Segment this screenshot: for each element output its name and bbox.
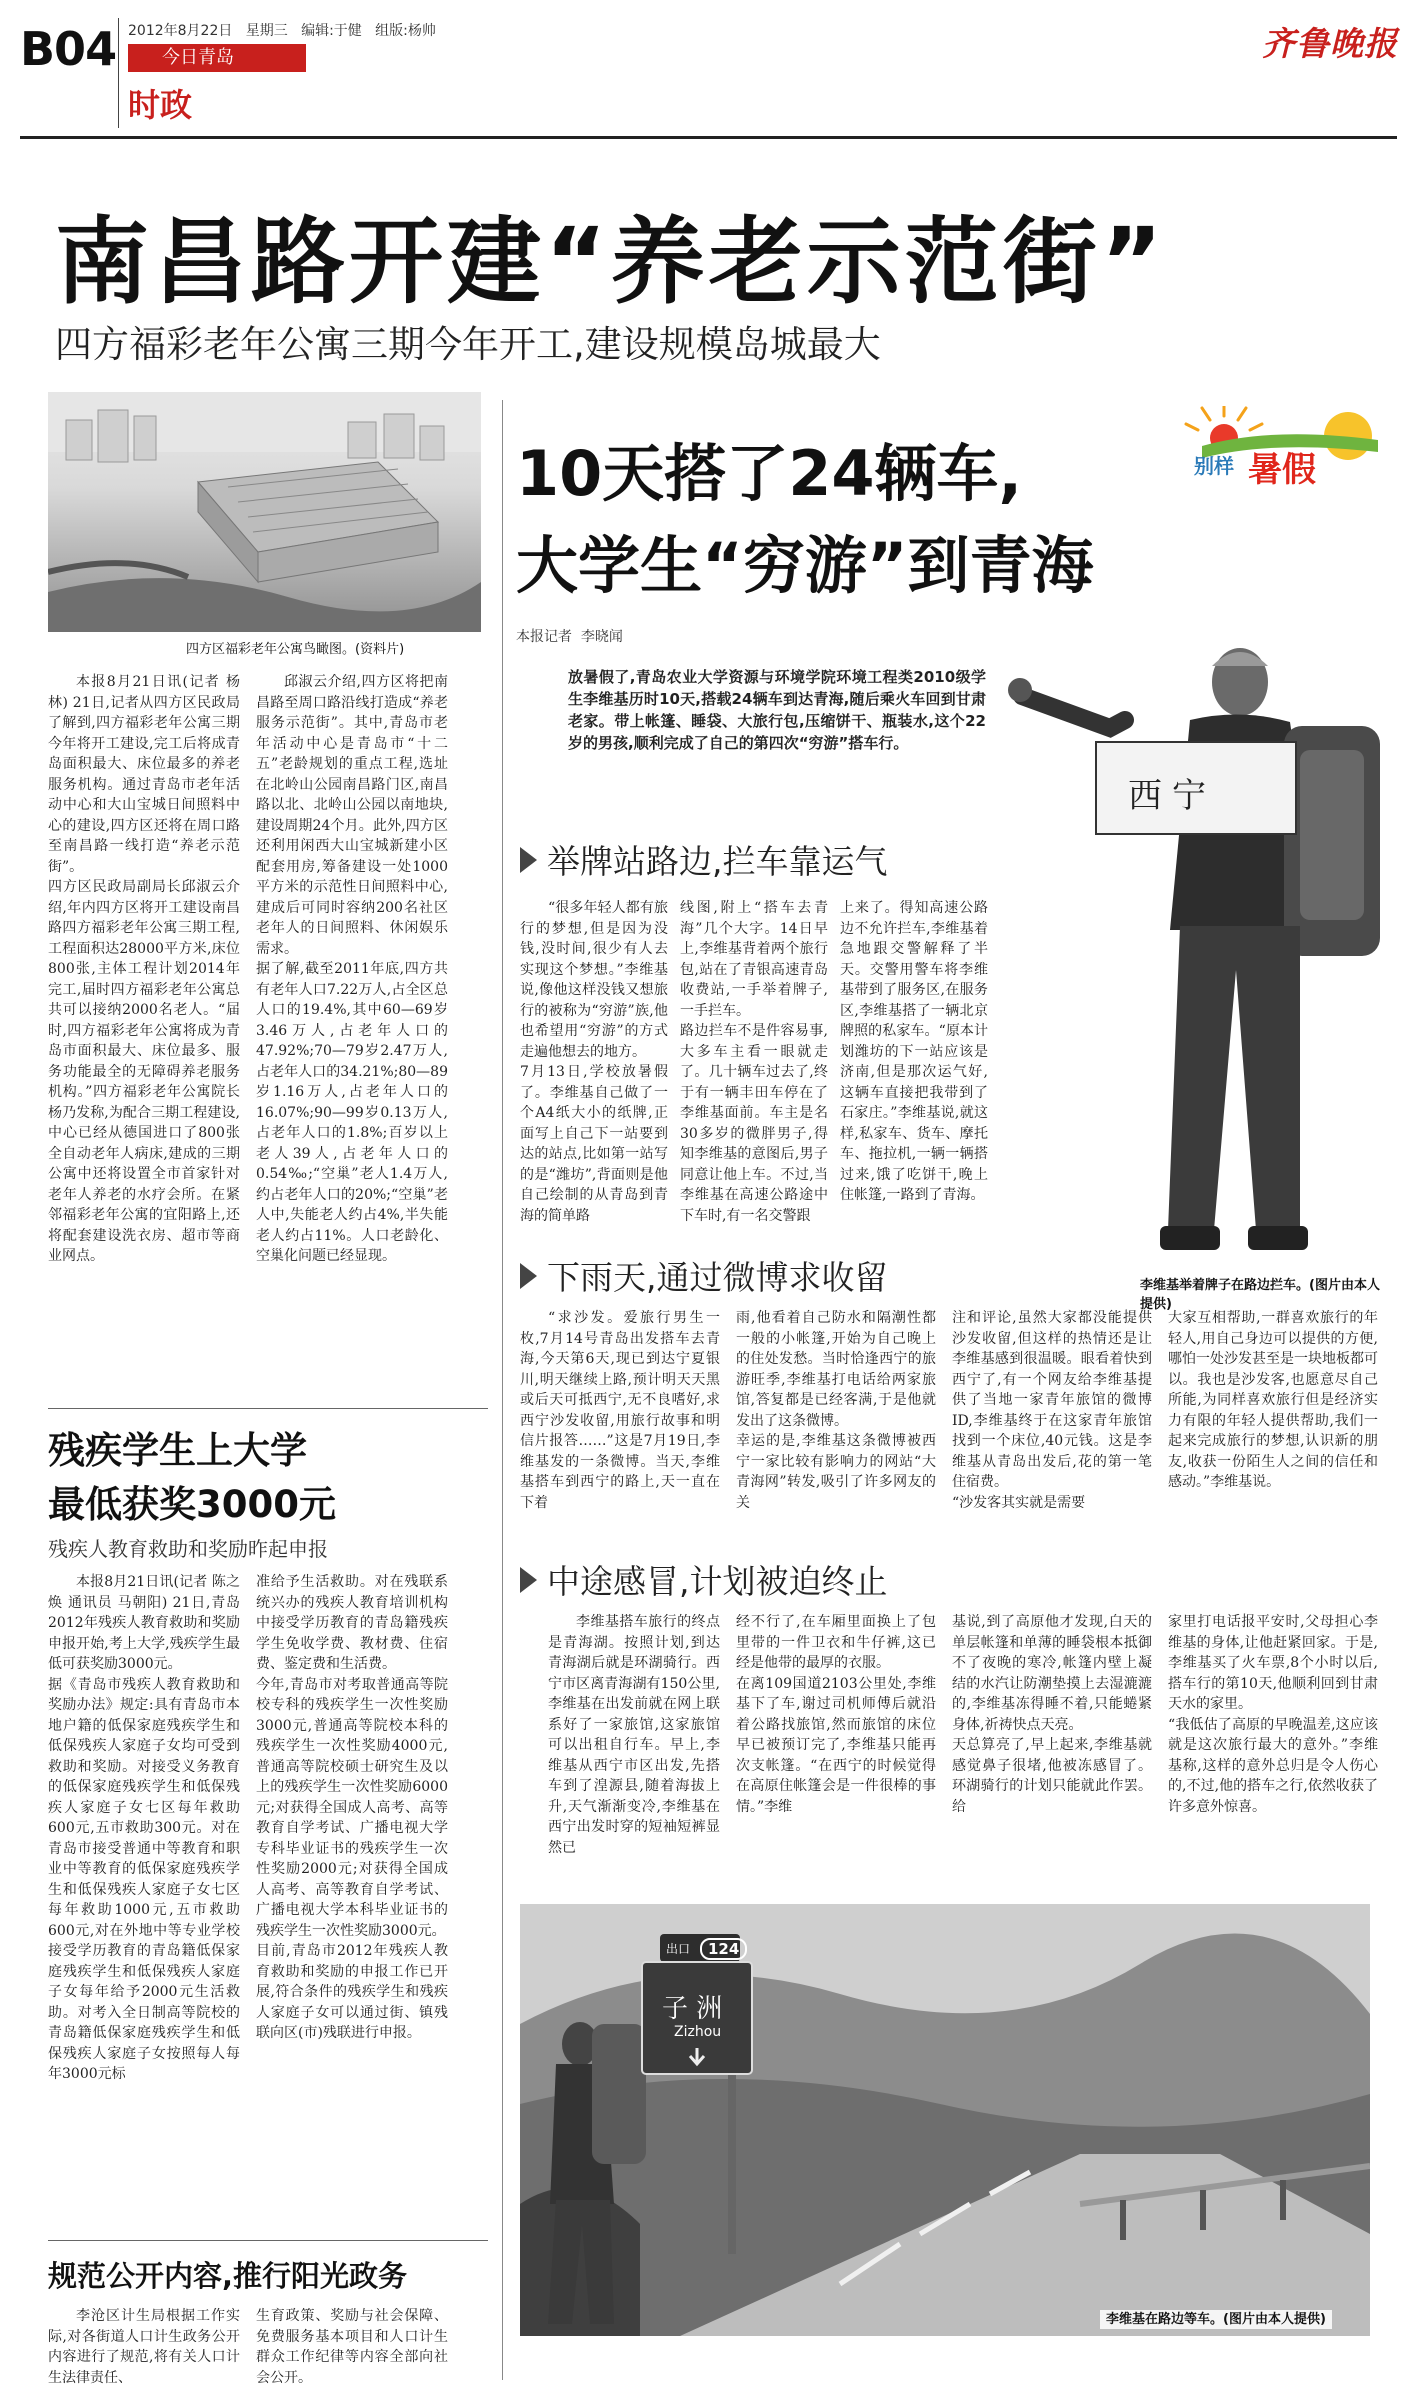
highway-photo-caption: 李维基在路边等车。(图片由本人提供) bbox=[1100, 2310, 1332, 2329]
masthead-divider bbox=[118, 18, 119, 128]
lead-col-2 bbox=[256, 672, 448, 1392]
paper-logo: 齐鲁晚报 bbox=[1262, 24, 1398, 63]
sign-city: 子 洲 bbox=[662, 1994, 723, 2024]
badge-main-text: 暑假 bbox=[1248, 450, 1316, 490]
lead-headline: 南昌路开建“养老示范街” bbox=[55, 208, 1167, 317]
triangle-icon bbox=[520, 847, 537, 873]
lead-subhead: 四方福彩老年公寓三期今年开工,建设规模岛城最大 bbox=[55, 323, 881, 366]
triangle-icon bbox=[520, 1263, 537, 1289]
travel-intro-text: 放暑假了,青岛农业大学资源与环境学院环境工程类2010级学生李维基历时10天,搭载24辆车到达青海,随后乘火车回到甘肃老家。带上帐篷、睡袋、大旅行包,压缩饼干、瓶装水,这个22岁的男孩,顺利完成了自己的第四次“穷游”搭车行。 bbox=[568, 668, 986, 752]
aerial-photo-caption: 四方区福彩老年公寓鸟瞰图。(资料片) bbox=[186, 642, 405, 657]
hitchhiker-photo-caption: 李维基举着牌子在路边拦车。(图片由本人提供) bbox=[1140, 1278, 1380, 1312]
travel-byline: 本报记者 李晓闻 bbox=[516, 629, 623, 645]
s2-col-2 bbox=[736, 1308, 936, 1540]
lead-col-2-text: 邱淑云介绍,四方区将把南昌路至周口路沿线打造成“养老服务示范街”。其中,青岛市老年活动中心是青岛市“十二五”老龄规划的重点工程,选址在北岭山公园南昌路门区,南昌路以北、北岭山公园以南地块,建设周期24个月。此外,四方区还利用闲西大山宝城新建小区配套用房,筹备建设一处1000平方米的示范性日间照料中心,建成后可同时容纳200名社区老年人的日间照料、休闲娱乐需求。 据了解,截至2011年底,四方共有老年人口7.22万人,占全区总人口的19.4%,其中60—69岁3.46万人,占老年人口的47.92%;70—79岁2.47万人,占老年人口的34.21%;80—89岁1.16万人,占老年人口的16.07%;90—99岁0.13万人,占老年人口的1.8%;百岁以上老人39人,占老年人口的0.54‰;“空巢”老人1.4万人,约占老年人口的20%;“空巢”老人中,失能老人约占4%,半失能老人约占11%。人口老龄化、空巢化问题已经显现。 bbox=[256, 674, 448, 1264]
highway-photo bbox=[520, 1904, 1370, 2336]
layout-editor: 组版:杨帅 bbox=[375, 23, 436, 39]
masthead-rule bbox=[20, 136, 1397, 139]
section-tag: 今日青岛 bbox=[128, 44, 306, 72]
s1-col-1-text: “很多年轻人都有旅行的梦想,但是因为没钱,没时间,很少有人去实现这个梦想。”李维基说,像他这样没钱又想旅行的被称为“穷游”族,他也希望用“穷游”的方式走遍他想去的地方。 7月13日,学校放暑假了。李维基自己做了一个A4纸大小的纸牌,正面写上自己下一站要到达的站点,比如第一站写的是“潍坊”,背面则是他自己绘制的从青岛到青海的简单路 bbox=[520, 900, 668, 1224]
gov-headline: 规范公开内容,推行阳光政务 bbox=[48, 2259, 408, 2293]
section-name: 时政 bbox=[128, 86, 193, 124]
lead-col-1 bbox=[48, 672, 240, 1392]
section-heading-2-text: 下雨天,通过微博求收留 bbox=[547, 1258, 888, 1297]
travel-headline-2: 大学生“穷游”到青海 bbox=[516, 529, 1094, 602]
s1-col-3-text: 上来了。得知高速公路边不允许拦车,李维基着急地跟交警解释了半天。交警用警车将李维基带到了服务区,在服务区,李维基搭了一辆北京牌照的私家车。“原本计划潍坊的下一站应该是济南,但是那次运气好,这辆车直接把我带到了石家庄。”李维基说,就这样,私家车、货车、摩托车、拖拉机,一辆一辆搭过来,饿了吃饼干,晚上住帐篷,一路到了青海。 bbox=[840, 900, 988, 1203]
section-heading-1 bbox=[520, 836, 888, 883]
travel-intro bbox=[568, 666, 986, 754]
gov-col-1-text: 李沧区计生局根据工作实际,对各街道人口计生政务公开内容进行了规范,将有关人口计生法律责任、 bbox=[48, 2308, 240, 2386]
disabled-subhead: 残疾人教育救助和奖励昨起申报 bbox=[48, 1537, 328, 1561]
disabled-headline-2: 最低获奖3000元 bbox=[48, 1483, 336, 1526]
s2-col-1-text: “求沙发。爱旅行男生一枚,7月14号青岛出发搭车去青海,今天第6天,现已到达宁夏银川,明天继续上路,预计明天天黑或后天可抵西宁,无不良嗜好,求西宁沙发收留,用旅行故事和明信片报答……”这是7月19日,李维基发的一条微博。当天,李维基搭车到西宁的路上,天一直在下着 bbox=[520, 1310, 720, 1511]
issue-date: 2012年8月22日 bbox=[128, 23, 233, 39]
s2-col-3-text: 注和评论,虽然大家都没能提供沙发收留,但这样的热情还是让李维基感到很温暖。眼看着快到西宁了,有一个网友给李维基提供了当地一家青年旅馆的微博ID,李维基终于在这家青年旅馆找到一个床位,40元钱。这是李维基从青岛出发后,花的第一笔住宿费。 “沙发客其实就是需要 bbox=[952, 1310, 1152, 1511]
editor: 编辑:于健 bbox=[301, 23, 362, 39]
s1-col-2 bbox=[680, 898, 828, 1238]
badge-top-text: 别样 bbox=[1194, 454, 1234, 478]
section-heading-3 bbox=[520, 1556, 888, 1603]
s3-col-1-text: 李维基搭车旅行的终点是青海湖。按照计划,到达青海湖后就是环湖骑行。西宁市区离青海湖有150公里,李维基在出发前就在网上联系好了一家旅馆,这家旅馆可以出租自行车。早上,李维基从西宁市区出发,先搭车到了湟源县,随着海拔上升,天气渐渐变冷,李维基在西宁出发时穿的短袖短裤显然已 bbox=[548, 1614, 720, 1856]
aerial-photo bbox=[48, 392, 481, 632]
masthead bbox=[0, 0, 1417, 140]
lead-col-1-text: 本报8月21日讯(记者 杨林) 21日,记者从四方区民政局了解到,四方福彩老年公寓三期今年将开工建设,完工后将成青岛面积最大、床位最多的养老服务机构。通过青岛市老年活动中心和大山宝城日间照料中心的建设,四方区还将在周口路至南昌路一线打造“养老示范街”。 四方区民政局副局长邱淑云介绍,年内四方区将开工建设南昌路四方福彩老年公寓三期工程,工程面积达28000平方米,床位800张,主体工程计划2014年完工,届时四方福彩老年公寓总共可以接纳2000名老人。“届时,四方福彩老年公寓将成为青岛市面积最大、床位最多、服务功能最全的无障碍养老服务机构。”四方福彩老年公寓院长杨乃发称,为配合三期工程建设,中心已经从德国进口了800张全自动老年人病床,建成的三期公寓中还将设置全市首家针对老年人养老的水疗会所。在紧邻福彩老年公寓的宜阳路上,还将配套建设洗衣房、超市等商业网点。 bbox=[48, 674, 240, 1264]
hitchhiker-photo bbox=[1000, 630, 1396, 1270]
gov-rule bbox=[48, 2240, 488, 2241]
s3-col-4-text: 家里打电话报平安时,父母担心李维基的身体,让他赶紧回家。于是,李维基买了火车票,8个小时以后,搭车行的第10天,他顺利回到甘肃天水的家里。 “我低估了高原的早晚温差,这应该就是这次旅行最大的意外。”李维基称,这样的意外总归是令人伤心的,不过,他的搭车之行,依然收获了许多意外惊喜。 bbox=[1168, 1614, 1378, 1815]
exit-label: 出口 bbox=[666, 1942, 691, 1956]
triangle-icon bbox=[520, 1567, 537, 1593]
s2-col-1 bbox=[520, 1308, 720, 1540]
s2-col-2-text: 雨,他看着自己防水和隔潮性都一般的小帐篷,开始为自己晚上的住处发愁。当时恰逢西宁的旅游旺季,李维基打电话给两家旅馆,答复都是已经客满,于是他就发出了这条微博。 幸运的是,李维基这条微博被西宁一家比较有影响力的网站“大青海网”转发,吸引了许多网友的关 bbox=[736, 1310, 936, 1511]
section-heading-2 bbox=[520, 1252, 888, 1299]
gov-col-1 bbox=[48, 2306, 240, 2386]
sign-text: 西宁 bbox=[1128, 776, 1216, 816]
s2-col-4-text: 大家互相帮助,一群喜欢旅行的年轻人,用自己身边可以提供的方便,哪怕一处沙发甚至是一块地板都可以。我也是沙发客,也愿意尽自己所能,为同样喜欢旅行但是经济实力有限的年轻人提供帮助,我们一起来完成旅行的梦想,认识新的朋友,收获一份陌生人之间的信任和感动。”李维基说。 bbox=[1168, 1310, 1378, 1490]
gov-col-2 bbox=[256, 2306, 448, 2386]
s1-col-1 bbox=[520, 898, 668, 1238]
left-column-divider bbox=[502, 400, 503, 2380]
section-heading-3-text: 中途感冒,计划被迫终止 bbox=[547, 1562, 888, 1601]
disabled-col-1-text: 本报8月21日讯(记者 陈之焕 通讯员 马朝阳) 21日,青岛2012年残疾人教育救助和奖励申报开始,考上大学,残疾学生最低可获奖励3000元。 据《青岛市残疾人教育救助和奖励办法》规定:具有青岛市本地户籍的低保家庭残疾学生和低保残疾人家庭子女均可受到救助和奖励。对接受义务教育的低保家庭残疾学生和低保残疾人家庭子女七区每年救助600元,五市救助300元。对在青岛市接受普通中等教育和职业中等教育的低保家庭残疾学生和低保残疾人家庭子女七区每年救助1000元,五市救助600元,对在外地中等专业学校接受学历教育的青岛籍低保家庭残疾学生和低保残疾人家庭子女每年给予2000元生活救助。对考入全日制高等院校的青岛籍低保家庭残疾学生和低保残疾人家庭子女按照每人每年3000元标 bbox=[48, 1574, 240, 2082]
s3-col-2 bbox=[736, 1612, 936, 1890]
travel-headline-1: 10天搭了24辆车, bbox=[516, 437, 1023, 510]
s3-col-3-text: 基说,到了高原他才发现,白天的单层帐篷和单薄的睡袋根本抵御不了夜晚的寒冷,帐篷内壁上凝结的水汽让防潮垫摸上去湿漉漉的,李维基冻得睡不着,只能蜷紧身体,祈祷快点天亮。 天总算亮了,早上起来,李维基就感觉鼻子很堵,他被冻感冒了。环湖骑行的计划只能就此作罢。给 bbox=[952, 1614, 1152, 1815]
disabled-headline-1: 残疾学生上大学 bbox=[48, 1429, 307, 1472]
gov-col-2-text: 生育政策、奖励与社会保障、免费服务基本项目和人口计生群众工作纪律等内容全部向社会公开。 bbox=[256, 2308, 448, 2386]
summer-badge bbox=[1182, 406, 1378, 490]
exit-number: 124 bbox=[700, 1938, 747, 1960]
s2-col-4 bbox=[1168, 1308, 1378, 1540]
masthead-info bbox=[128, 20, 436, 40]
section-heading-1-text: 举牌站路边,拦车靠运气 bbox=[547, 842, 888, 881]
disabled-col-2 bbox=[256, 1572, 448, 2232]
s3-col-3 bbox=[952, 1612, 1152, 1890]
s3-col-4 bbox=[1168, 1612, 1378, 1890]
s3-col-1 bbox=[548, 1612, 720, 1890]
disabled-col-1 bbox=[48, 1572, 240, 2232]
s1-col-2-text: 线图,附上“搭车去青海”几个大字。14日早上,李维基背着两个旅行包,站在了青银高速青岛收费站,一手举着牌子,一手拦车。 路边拦车不是件容易事,大多车主看一眼就走了。几十辆车过去了,终于有一辆丰田车停在了李维基面前。车主是名30多岁的微胖男子,得知李维基的意图后,男子同意让他上车。不过,当李维基在高速公路途中下车时,有一名交警跟 bbox=[680, 900, 828, 1224]
s3-col-2-text: 经不行了,在车厢里面换上了包里带的一件卫衣和牛仔裤,这已经是他带的最厚的衣服。 在离109国道2103公里处,李维基下了车,谢过司机师傅后就沿着公路找旅馆,然而旅馆的床位早已被预订完了,李维基只能再次支帐篷。“在西宁的时候觉得在高原住帐篷会是一件很棒的事情。”李维 bbox=[736, 1614, 936, 1815]
disabled-rule bbox=[48, 1408, 488, 1409]
disabled-col-2-text: 准给予生活救助。对在残联系统兴办的残疾人教育培训机构中接受学历教育的青岛籍残疾学生免收学费、教材费、住宿费、鉴定费和生活费。 今年,青岛市对考取普通高等院校专科的残疾学生一次性奖励3000元,普通高等院校本科的残疾学生一次性奖励4000元,普通高等院校硕士研究生及以上的残疾学生一次性奖励6000元;对获得全国成人高考、高等教育自学考试、广播电视大学专科毕业证书的残疾学生一次性奖励2000元;对获得全国成人高考、高等教育自学考试、广播电视大学本科毕业证书的残疾学生一次性奖励3000元。 目前,青岛市2012年残疾人教育救助和奖励的申报工作已开展,符合条件的残疾学生和残疾人家庭子女可以通过街、镇残联向区(市)残联进行申报。 bbox=[256, 1574, 448, 2041]
issue-weekday: 星期三 bbox=[245, 23, 288, 39]
s2-col-3 bbox=[952, 1308, 1152, 1540]
s1-col-3 bbox=[840, 898, 988, 1238]
page-number: B04 bbox=[20, 22, 117, 76]
sign-city-en: Zizhou bbox=[674, 2024, 722, 2040]
